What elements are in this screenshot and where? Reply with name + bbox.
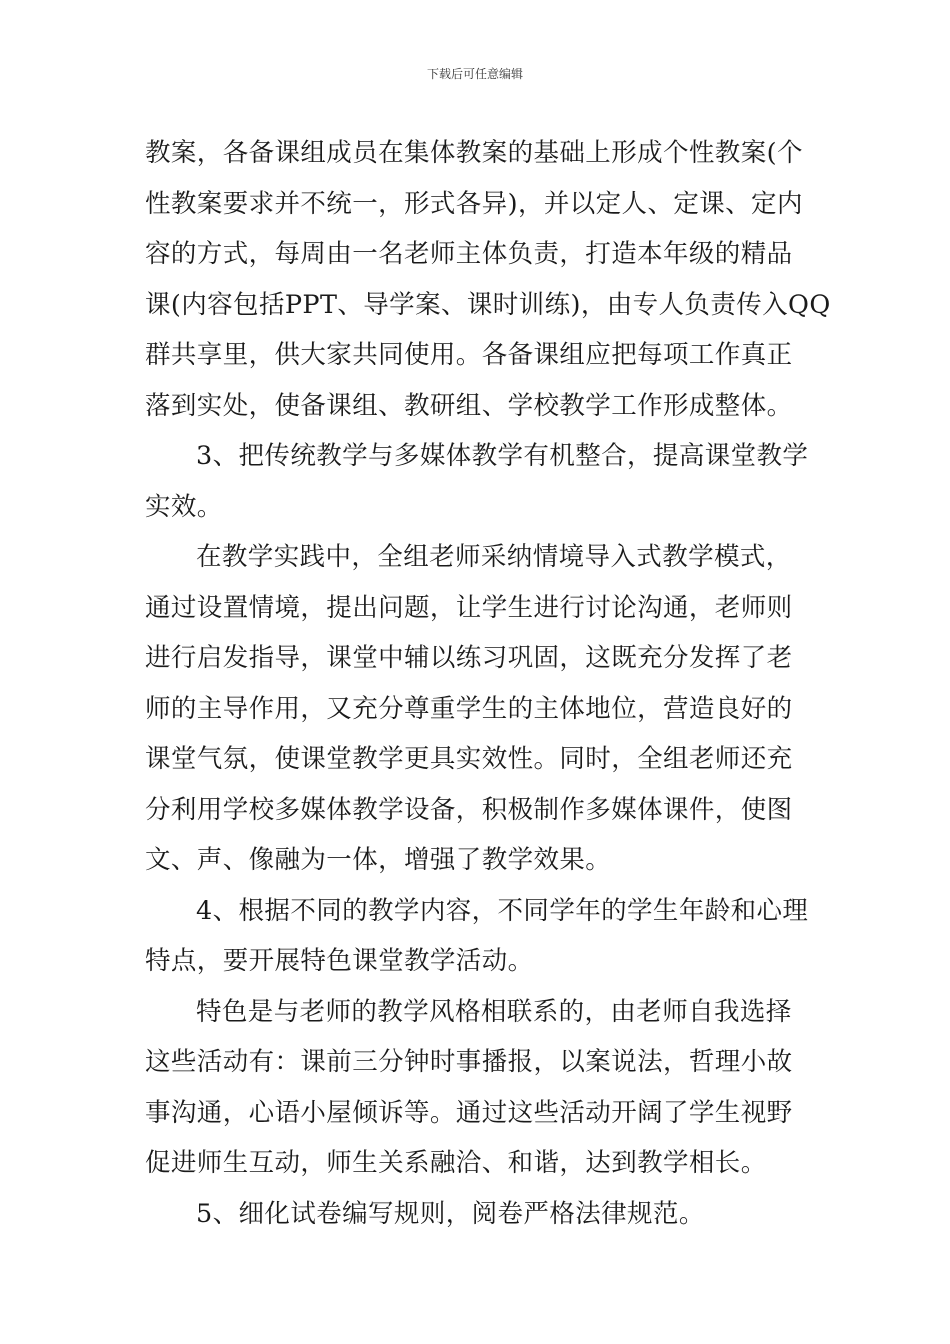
text-line: 3、把传统教学与多媒体教学有机整合，提高课堂教学 — [196, 441, 809, 471]
text-line: 课堂气氛，使课堂教学更具实效性。同时，全组老师还充 — [145, 744, 793, 774]
text-line: 通过设置情境，提出问题，让学生进行讨论沟通，老师则 — [145, 592, 793, 623]
text-line: 教案，各备课组成员在集体教案的基础上形成个性教案(个 — [145, 138, 803, 168]
text-line: 师的主导作用，又充分尊重学生的主体地位，营造良好的 — [145, 693, 793, 724]
text-line: 课(内容包括PPT、导学案、课时训练)，由专人负责传入QQ — [145, 289, 831, 320]
text-line: 4、根据不同的教学内容，不同学年的学生年龄和心理 — [196, 895, 809, 926]
text-line: 实效。 — [145, 491, 223, 522]
text-line: 事沟通，心语小屋倾诉等。通过这些活动开阔了学生视野 — [145, 1097, 793, 1128]
document-body — [145, 128, 831, 1239]
text-line: 文、声、像融为一体，增强了教学效果。 — [145, 845, 612, 875]
text-line: 群共享里，供大家共同使用。各备课组应把每项工作真正 — [145, 340, 793, 370]
text-line: 促进师生互动，师生关系融洽、和谐，达到教学相长。 — [145, 1148, 767, 1178]
text-line: 5、细化试卷编写规则，阅卷严格法律规范。 — [196, 1198, 705, 1229]
page-header-note: 下载后可任意编辑 — [426, 67, 523, 81]
text-line: 分利用学校多媒体教学设备，积极制作多媒体课件，使图 — [145, 794, 793, 825]
text-line: 容的方式，每周由一名老师主体负责，打造本年级的精品 — [145, 239, 793, 269]
text-line: 特色是与老师的教学风格相联系的，由老师自我选择 — [196, 996, 792, 1027]
text-line: 这些活动有：课前三分钟时事播报，以案说法，哲理小故 — [145, 1047, 793, 1077]
text-line: 特点，要开展特色课堂教学活动。 — [145, 946, 534, 976]
text-line: 在教学实践中，全组老师采纳情境导入式教学模式， — [196, 542, 792, 572]
text-line: 落到实处，使备课组、教研组、学校教学工作形成整体。 — [145, 390, 793, 421]
text-line: 进行启发指导，课堂中辅以练习巩固，这既充分发挥了老 — [145, 643, 793, 673]
text-line: 性教案要求并不统一，形式各异)，并以定人、定课、定内 — [145, 188, 803, 219]
